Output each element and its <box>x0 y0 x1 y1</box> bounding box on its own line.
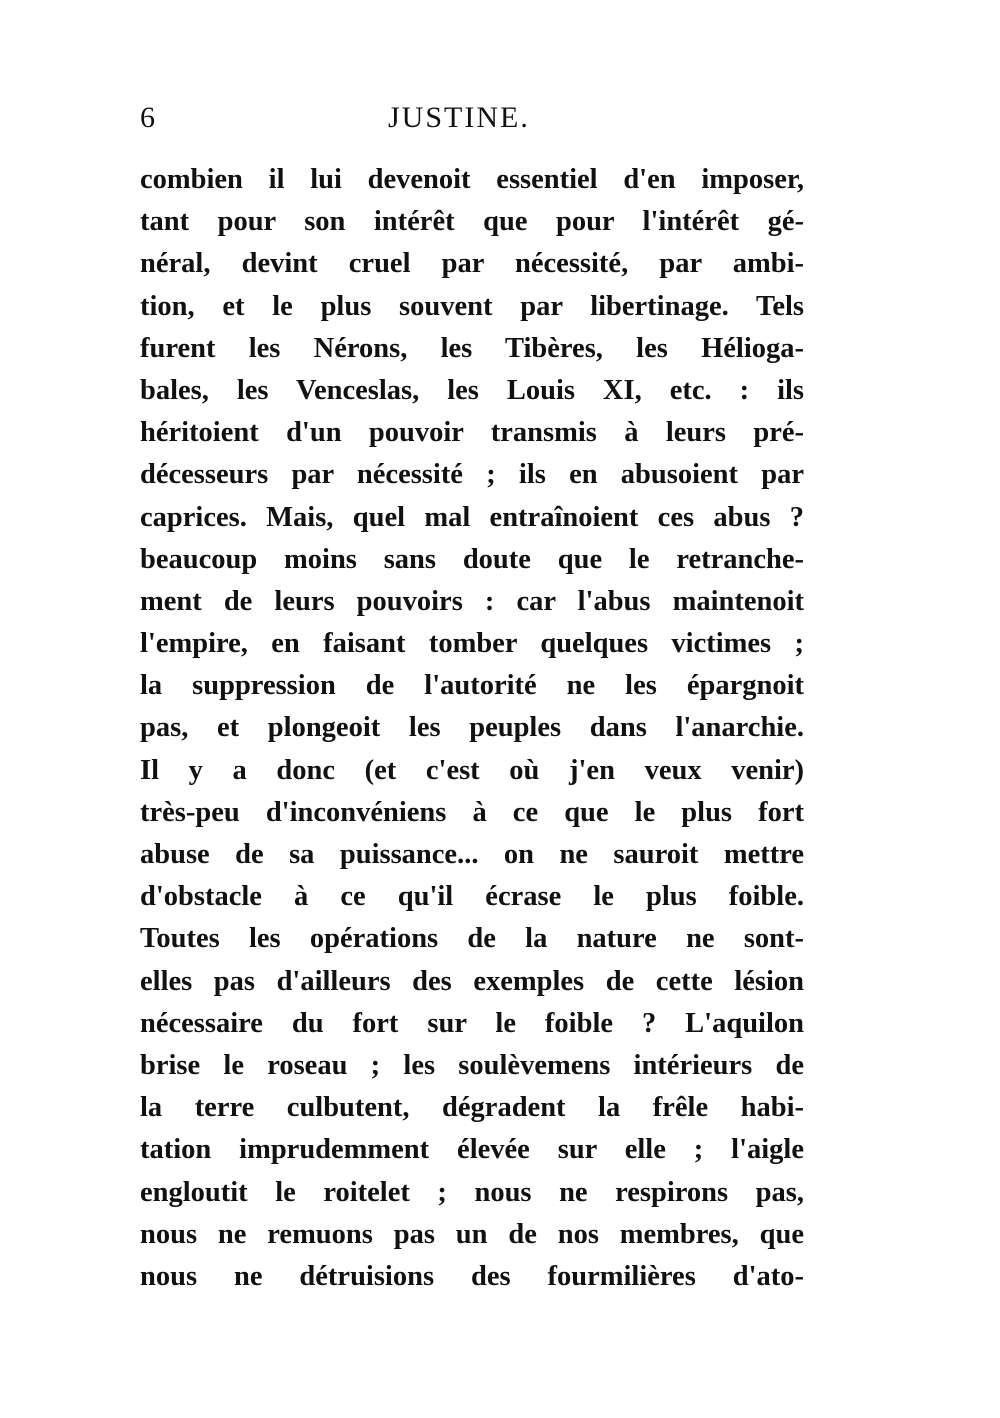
text-line: nécessaire du fort sur le foible ? L'aquilon <box>140 1007 804 1039</box>
body-text <box>140 159 804 1298</box>
text-line: héritoient d'un pouvoir transmis à leurs pré- <box>140 417 804 449</box>
text-line: d'obstacle à ce qu'il écrase le plus foible. <box>140 881 804 913</box>
text-line: brise le roseau ; les soulèvemens intérieurs de <box>140 1049 804 1081</box>
text-line: combien il lui devenoit essentiel d'en imposer, <box>140 164 804 195</box>
text-line: nous ne détruisions des fourmilières d'ato- <box>140 1260 804 1292</box>
text-line: bales, les Venceslas, les Louis XI, etc. : ils <box>140 374 804 406</box>
page-header <box>140 98 804 142</box>
text-line: l'empire, en faisant tomber quelques victimes ; <box>140 628 804 660</box>
text-line: néral, devint cruel par nécessité, par ambi- <box>140 248 804 280</box>
text-line: engloutit le roitelet ; nous ne respirons pas, <box>140 1176 804 1208</box>
text-line: elles pas d'ailleurs des exemples de cette lésion <box>140 965 804 997</box>
text-line: abuse de sa puissance... on ne sauroit mettre <box>140 839 804 870</box>
running-title: JUSTINE. <box>388 101 530 134</box>
text-line: nous ne remuons pas un de nos membres, que <box>140 1218 804 1250</box>
text-line: pas, et plongeoit les peuples dans l'anarchie. <box>140 712 804 744</box>
text-line: tant pour son intérêt que pour l'intérêt gé- <box>140 206 804 238</box>
text-line: Toutes les opérations de la nature ne sont- <box>140 923 804 955</box>
text-line: ment de leurs pouvoirs : car l'abus maintenoit <box>140 585 804 617</box>
text-line: décesseurs par nécessité ; ils en abusoient par <box>140 459 804 491</box>
text-line: Il y a donc (et c'est où j'en veux venir) <box>140 754 804 786</box>
page-number: 6 <box>140 101 155 134</box>
text-line: beaucoup moins sans doute que le retranche- <box>140 543 804 575</box>
text-line: furent les Nérons, les Tibères, les Hélioga- <box>140 332 804 364</box>
text-line: très-peu d'inconvéniens à ce que le plus fort <box>140 796 804 828</box>
text-line: tion, et le plus souvent par libertinage. Tels <box>140 290 804 322</box>
text-line: caprices. Mais, quel mal entraînoient ces abus ? <box>140 501 804 533</box>
text-line: la terre culbutent, dégradent la frêle habi- <box>140 1092 804 1124</box>
text-line: tation imprudemment élevée sur elle ; l'aigle <box>140 1134 804 1166</box>
text-line: la suppression de l'autorité ne les épargnoit <box>140 670 804 702</box>
